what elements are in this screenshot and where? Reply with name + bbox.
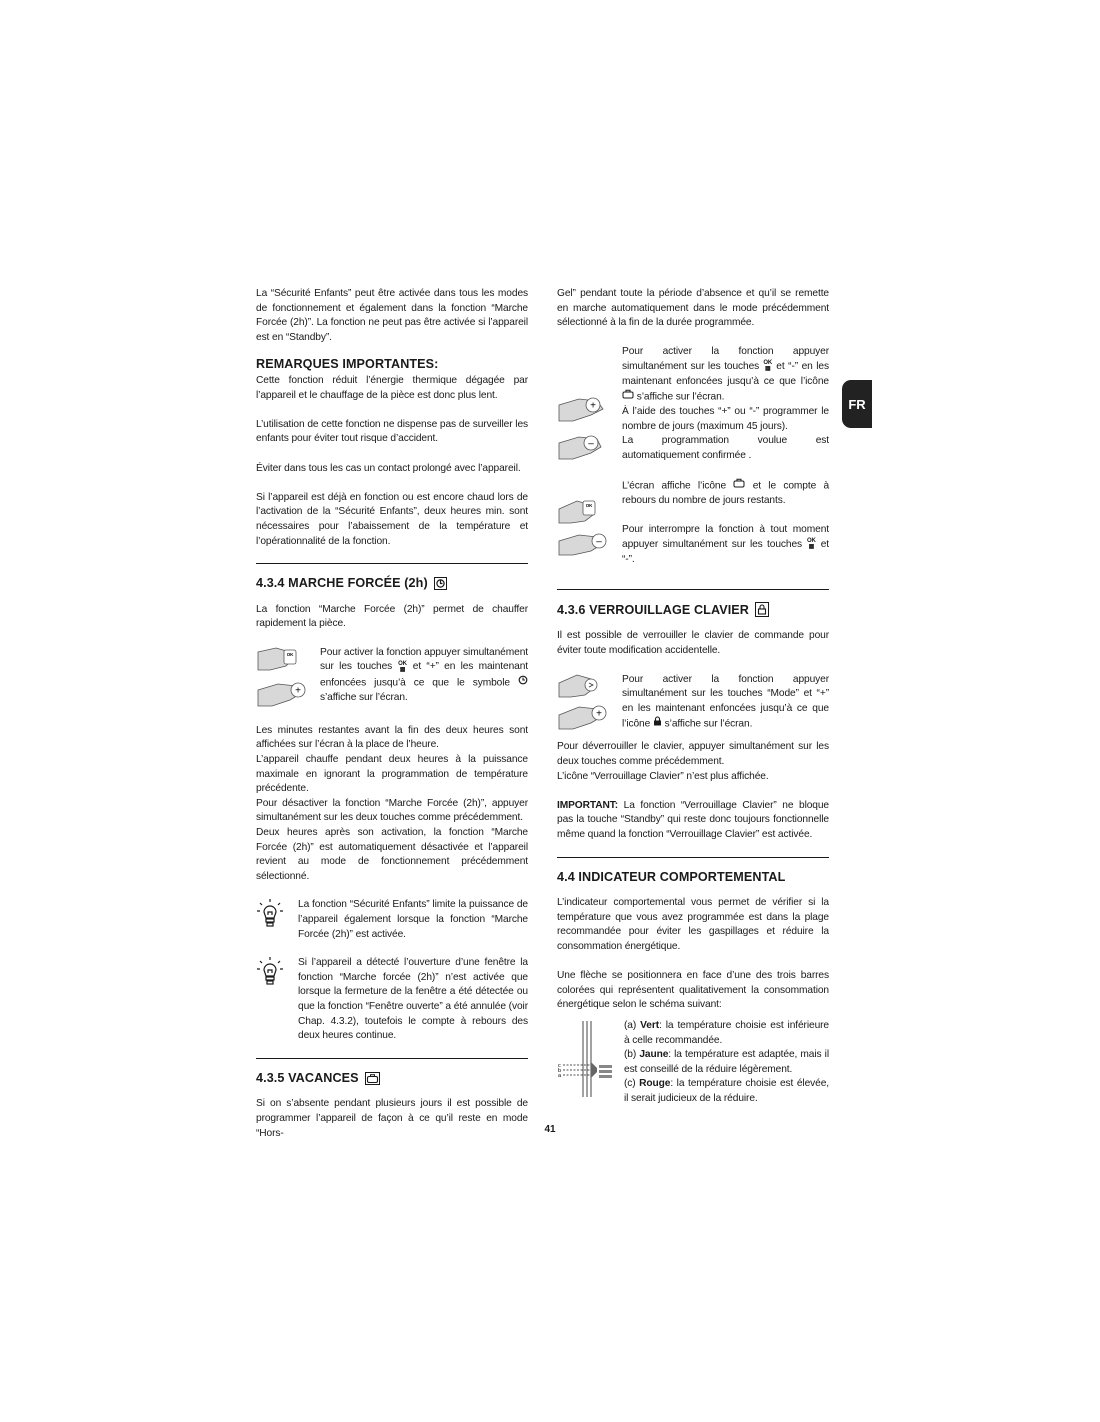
vacation-continued: Gel” pendant toute la période d’absence et qu’il se remette en marche automatiquement dans le mode précédemment sélectionné à la fin de la durée programmée. <box>557 288 829 329</box>
section-4-3-6 <box>557 589 829 842</box>
remark-1: Cette fonction réduit l’énergie thermique dégagée par l’appareil et le chauffage de la pièce est donc plus lent. <box>256 374 528 401</box>
ok-key-icon: OK ▦ <box>806 538 816 551</box>
behaviour-indicator <box>557 1019 829 1107</box>
forced-heat-p3: Pour désactiver la fonction “Marche Forcée (2h)”, appuyer simultanément sur les deux touches comme précédemment. <box>256 797 528 824</box>
tip-2 <box>256 956 528 1044</box>
diagram-letter-c: c <box>558 1062 561 1069</box>
ok-key-icon: OK ▦ <box>398 660 407 673</box>
section-4-3-6-heading: 4.3.6 VERROUILLAGE CLAVIER <box>557 602 750 617</box>
hand-press-ok-minus-icon <box>557 345 622 575</box>
lightbulb-icon <box>256 898 298 934</box>
forced-heat-icon <box>434 577 447 590</box>
vacation-activation-text: Pour activer la fonction appuyer simultanément sur les touches OK ▦ et “-” en les maintenant enfoncées jusqu’à ce que l’icône s’affiche sur l’écran. <box>622 345 829 405</box>
lightbulb-icon <box>256 956 298 992</box>
remark-2: L’utilisation de cette fonction ne dispense pas de surveiller les enfants pour éviter tout risque d’accident. <box>256 418 528 445</box>
plus-key-label: + <box>596 708 602 720</box>
tip-2-text: Si l’appareil a détecté l’ouverture d’une fenêtre la fonction “Marche forcée (2h)” n’est activée que lorsque la fermeture de la fenêtre a été détectée ou que la fonction “Fenêtre ouverte” a été annulée (voir Chap. 4.3.2), toutefois le compte à rebours des deux heures continue. <box>298 957 528 1042</box>
keylock-unlock: Pour déverrouiller le clavier, appuyer simultanément sur les deux touches comme précédemment. <box>557 741 829 768</box>
section-4-3-5-heading: 4.3.5 VACANCES <box>256 1070 359 1085</box>
forced-heat-activation <box>256 646 528 718</box>
indicator-yellow: (b) Jaune: la température est adaptée, mais il est conseillé de la réduire légèrement. <box>624 1049 829 1075</box>
tip-1-text: La fonction “Sécurité Enfants” limite la puissance de l’appareil également lorsque la fonction “Marche Forcée (2h)” est activée. <box>298 899 528 940</box>
section-4-4-title <box>557 870 829 885</box>
behaviour-indicator-diagram <box>557 1019 624 1099</box>
diagram-letter-a: a <box>558 1072 561 1079</box>
minus-key-label: – <box>588 438 594 450</box>
clock-icon <box>518 675 528 691</box>
keylock-activation <box>557 673 829 733</box>
section-4-3-4 <box>256 563 528 1044</box>
section-4-3-4-heading: 4.3.4 MARCHE FORCÉE (2h) <box>256 576 428 591</box>
ok-key-label: OK <box>585 503 593 509</box>
remarks-heading: REMARQUES IMPORTANTES: <box>256 357 439 372</box>
section-4-3-5-title <box>256 1071 528 1086</box>
section-4-4 <box>557 857 829 1107</box>
ok-key-icon: OK ▦ <box>763 360 773 373</box>
indicator-red: (c) Rouge: la température choisie est élevée, il serait judicieux de la réduire. <box>624 1078 829 1104</box>
vacation-set-days: À l’aide des touches “+” ou “-” programmer le nombre de jours (maximum 45 jours). <box>622 406 829 432</box>
lock-icon <box>755 602 769 617</box>
forced-heat-activation-text: Pour activer la fonction appuyer simultanément sur les touches OK ▦ et “+” en les maintenant enfoncées jusqu’à ce que le symbole s’affiche sur l’écran. <box>320 646 528 704</box>
suitcase-icon <box>733 478 745 494</box>
vacation-countdown: L’écran affiche l’icône et le compte à rebours du nombre de jours restants. <box>622 478 829 509</box>
ok-key-label: OK <box>286 651 294 657</box>
hand-press-ok-plus-icon <box>256 646 320 718</box>
section-4-3-4-intro: La fonction “Marche Forcée (2h)” permet de chauffer rapidement la pièce. <box>256 603 528 630</box>
vacation-activation <box>557 345 829 575</box>
plus-key-label: + <box>295 685 301 697</box>
vacation-confirm: La programmation voulue est automatiquement confirmée . <box>622 435 829 462</box>
language-tab-label: FR <box>848 396 866 412</box>
remark-4: Si l’appareil est déjà en fonction ou est encore chaud lors de l’activation de la “Sécurité Enfants”, deux heures min. sont nécessaires pour l’abaissement de la température et l’opérationnalité de la fonction. <box>256 491 528 547</box>
language-tab <box>842 380 872 428</box>
plus-key-label: + <box>590 400 596 412</box>
hand-press-mode-plus-icon <box>557 673 622 731</box>
minus-key-label: – <box>596 536 602 548</box>
forced-heat-p2: L’appareil chauffe pendant deux heures à la puissance maximale en ignorant la programmation de température précédente. <box>256 754 528 795</box>
right-column <box>557 287 829 1106</box>
vacation-interrupt: Pour interrompre la fonction à tout moment appuyer simultanément sur les touches OK ▦ et “-”. <box>622 524 830 565</box>
diagram-letter-b: b <box>558 1067 561 1074</box>
keylock-important: IMPORTANT: La fonction “Verrouillage Clavier” ne bloque pas la touche “Standby” qui reste donc toujours fonctionnelle même quand la fonction “Verrouillage Clavier” est activée. <box>557 799 829 840</box>
page-number: 41 <box>544 1124 556 1135</box>
intro-paragraph: La “Sécurité Enfants” peut être activée dans tous les modes de fonctionnement et également dans la fonction “Marche Forcée (2h)”. La fonction ne peut pas être activée si l’appareil est en “Standby”. <box>256 288 528 343</box>
lock-icon <box>653 716 662 732</box>
suitcase-icon <box>365 1072 380 1085</box>
keylock-activation-text: Pour activer la fonction appuyer simultanément sur les touches “Mode” et “+” en les maintenant enfoncées jusqu’à ce que l’icône s’affiche sur l’écran. <box>622 673 829 733</box>
suitcase-icon <box>622 389 634 405</box>
section-4-4-p1: L’indicateur comportemental vous permet de vérifier si la température que vous avez programmée est dans la plage recommandée pour éviter les gaspillages et réduire la consommation énergétique. <box>557 897 829 952</box>
indicator-green: (a) Vert: la température choisie est inférieure à celle recommandée. <box>624 1019 830 1046</box>
section-4-3-6-title <box>557 602 829 617</box>
section-4-4-p2: Une flèche se positionnera en face d’une des trois barres colorées qui représentent qualitativement la consommation énergétique selon le schéma suivant: <box>557 970 829 1011</box>
left-column <box>256 287 528 1141</box>
remark-3: Éviter dans tous les cas un contact prolongé avec l’appareil. <box>256 462 521 474</box>
forced-heat-p1: Les minutes restantes avant la fin des deux heures sont affichées sur l’écran à la place de l’heure. <box>256 724 528 751</box>
keylock-icon-hidden: L’icône “Verrouillage Clavier” n’est plus affichée. <box>557 770 769 782</box>
section-4-3-4-title <box>256 576 528 591</box>
section-4-4-heading: 4.4 INDICATEUR COMPORTEMENTAL <box>557 869 786 884</box>
tip-1 <box>256 898 528 942</box>
section-4-3-6-intro: Il est possible de verrouiller le clavier de commande pour éviter toute modification accidentelle. <box>557 630 829 656</box>
forced-heat-p4: Deux heures après son activation, la fonction “Marche Forcée (2h)” est automatiquement désactivée et l’appareil revient au mode de fonctionnement précédemment sélectionné. <box>256 827 528 882</box>
section-4-3-5-intro: Si on s’absente pendant plusieurs jours il est possible de programmer l’appareil de façon à ce qu’il reste en mode “Hors- <box>256 1098 528 1139</box>
